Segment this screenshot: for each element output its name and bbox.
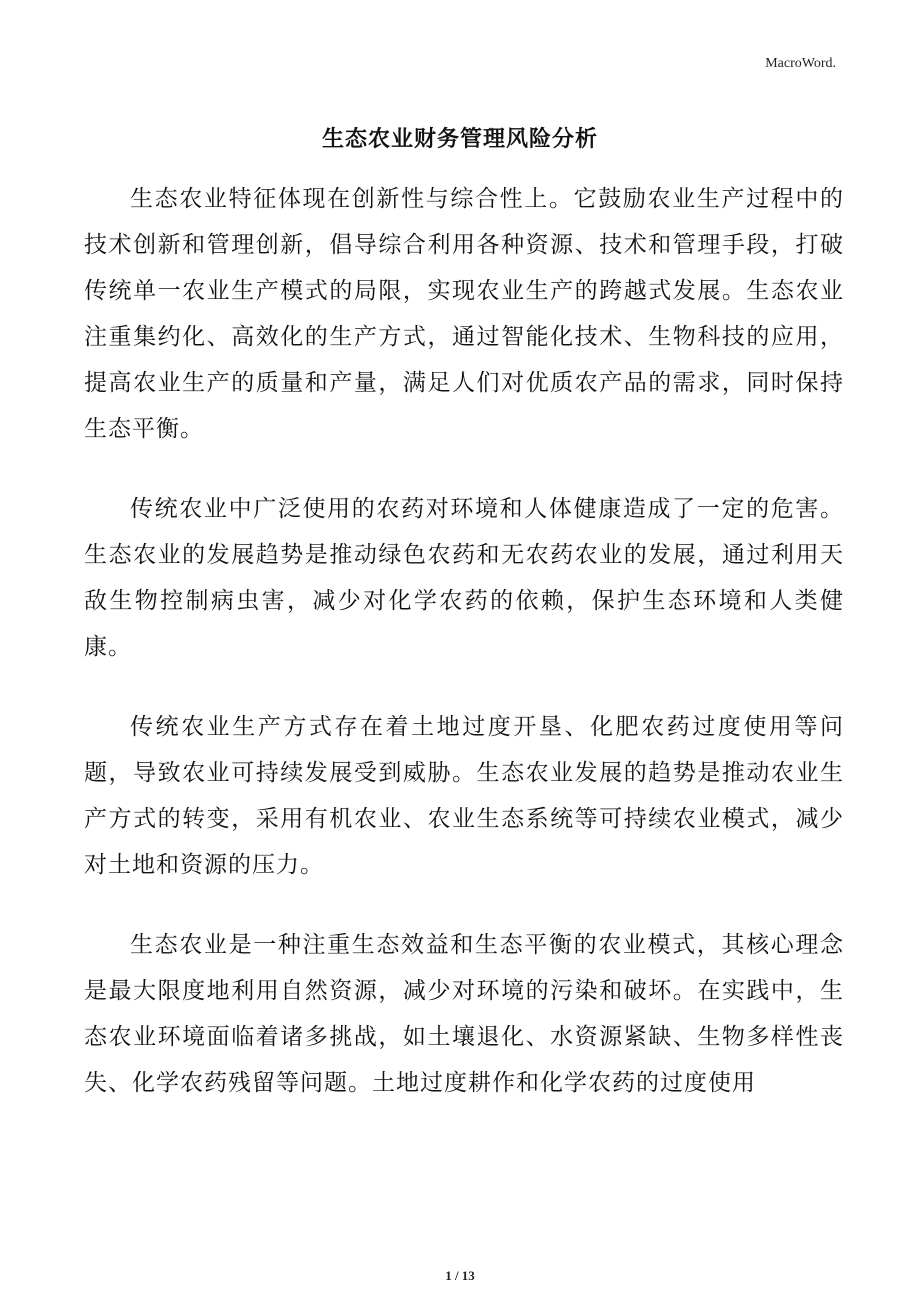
paragraph-4: 生态农业是一种注重生态效益和生态平衡的农业模式，其核心理念是最大限度地利用自然资源，减少对环境的污染和破坏。在实践中，生态农业环境面临着诸多挑战，如土壤退化、水资源紧缺、生物多样性丧失、化学农药残留等问题。土地过度耕作和化学农药的过度使用: [84, 932, 844, 1096]
paragraph-2: 传统农业中广泛使用的农药对环境和人体健康造成了一定的危害。生态农业的发展趋势是推动绿色农药和无农药农业的发展，通过利用天敌生物控制病虫害，减少对化学农药的依赖，保护生态环境和人类健康。: [84, 496, 844, 660]
document-body: [84, 176, 844, 1140]
document-title: 生态农业财务管理风险分析: [321, 127, 598, 152]
paragraph-3: 传统农业生产方式存在着土地过度开垦、化肥农药过度使用等问题，导致农业可持续发展受到威胁。生态农业发展的趋势是推动农业生产方式的转变，采用有机农业、农业生态系统等可持续农业模式，减少对土地和资源的压力。: [84, 714, 844, 878]
page-indicator: 1 / 13: [445, 1268, 475, 1283]
paragraph-1: 生态农业特征体现在创新性与综合性上。它鼓励农业生产过程中的技术创新和管理创新，倡导综合利用各种资源、技术和管理手段，打破传统单一农业生产模式的局限，实现农业生产的跨越式发展。生态农业注重集约化、高效化的生产方式，通过智能化技术、生物科技的应用，提高农业生产的质量和产量，满足人们对优质农产品的需求，同时保持生态平衡。: [84, 186, 844, 442]
header-brand: MacroWord.: [765, 56, 836, 71]
